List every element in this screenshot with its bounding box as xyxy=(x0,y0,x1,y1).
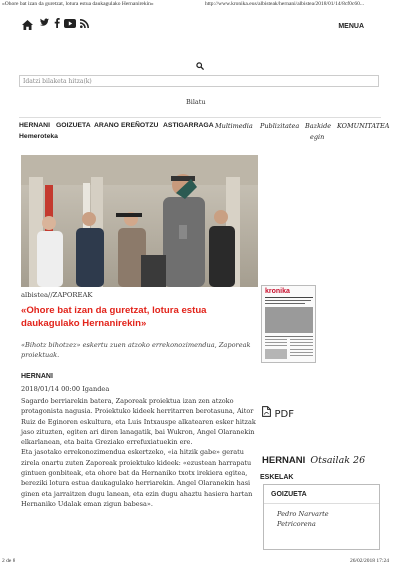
eskelak-box[interactable] xyxy=(263,484,380,550)
nav-item-goizueta[interactable]: GOIZUETA xyxy=(56,122,91,129)
article-date: 2018/01/14 00:00 Igandea xyxy=(21,385,110,393)
nav-item-arano[interactable]: ARANO xyxy=(94,122,119,129)
nav-item-astigarraga[interactable]: ASTIGARRAGA xyxy=(163,122,214,129)
newspaper-cover[interactable] xyxy=(261,285,316,363)
pdf-file-icon xyxy=(262,407,275,420)
eskelak-name-line: Pedro Narvarte xyxy=(277,510,329,518)
article-paragraph: Sagardo berriarekin batera, Zaporeak proiektua izan zen atzoko protagonista nagusia. Proiektuko kideek herritarren berotasuna, Aitor Ruiz de Eginoren eskultura, eta Luis Intxauspe alkatearen esker hitzak jaso zituzten, egiten ari diren lanagatik, bai Wukron, Angel Olaranekin elkarlanean, eta baita Greziako errefuxiatuekin ere. xyxy=(21,397,256,447)
search-icon[interactable] xyxy=(196,62,204,72)
issue-town: HERNANI xyxy=(262,455,306,466)
search-area xyxy=(19,60,381,88)
eskelak-location: GOIZUETA xyxy=(271,491,307,498)
facebook-icon[interactable] xyxy=(54,18,60,31)
article-photo xyxy=(21,155,258,287)
youtube-icon[interactable] xyxy=(64,19,76,31)
eskelak-divider xyxy=(264,503,379,504)
eskelak-name xyxy=(277,509,372,529)
nav-item-komunitatea[interactable]: KOMUNITATEA xyxy=(337,122,390,130)
issue-date xyxy=(262,448,365,467)
print-footer-page: 2 de 8 xyxy=(2,558,16,564)
article-title: «Ohore bat izan da guretzat, lotura estua daukagulako Hernanirekin» xyxy=(21,305,207,329)
nav-item-bazkide[interactable]: Bazkide xyxy=(305,122,332,130)
nav-item-hernani[interactable]: HERNANI xyxy=(19,122,50,129)
home-icon[interactable] xyxy=(22,20,33,33)
nav-item-multimedia[interactable]: Multimedia xyxy=(215,122,253,130)
print-footer-datetime: 26/02/2018 17:24 xyxy=(350,558,389,564)
nav-item-publizitatea[interactable]: Publizitatea xyxy=(260,122,300,130)
eskelak-heading: ESKELAK xyxy=(260,474,294,481)
article-place: HERNANI xyxy=(21,373,53,380)
cover-masthead: kronika xyxy=(265,288,290,295)
search-input[interactable]: Idatzi bilaketa hitza(k) xyxy=(19,75,379,87)
nav-item-hemeroteka[interactable]: Hemeroteka xyxy=(19,133,58,140)
print-header-title: «Ohore bat izan da guretzat, lotura estua daukagulako Hernanirekin» xyxy=(2,1,154,7)
article-body xyxy=(21,396,259,509)
divider xyxy=(19,117,381,118)
pdf-link[interactable] xyxy=(262,406,294,420)
search-button[interactable]: Bilatu xyxy=(186,98,206,106)
top-bar xyxy=(22,18,382,36)
print-header-url: http://www.kronika.eus/albisteak/hernani/albistea/2018/01/14/8cf0c60... xyxy=(205,1,364,7)
eskelak-name-line: Petricorena xyxy=(277,520,316,528)
article-section[interactable]: albistea//ZAPOREAK xyxy=(21,291,93,299)
article-subtitle: «Bihotz bihotzez» eskertu zuen atzoko errekonozimendua, Zaporeak proiektuak. xyxy=(21,341,251,359)
rss-icon[interactable] xyxy=(80,19,89,31)
nav-item-erenotzu[interactable]: EREÑOTZU xyxy=(121,122,159,129)
issue-month: Otsailak 26 xyxy=(310,455,366,466)
article-paragraph: Eta jasotako errekonozimendua eskertzeko, «ia hitzik gabe» geratu zirela onartu zuten Zaporeak proiektuko kideek: «ezustean harrapatu gintuen gonbiteak, eta ohore bat da Hernaniko txotx irekiera egitea, bereziki lotura estua daukagulako herriarekin. Angel Olaranekin hasi ginen eta jarraitzen dugu lanean, eta ezin dugu ahaztu hasiera hartan Hernaniko Udalak eman zigun babesa». xyxy=(21,448,253,508)
nav-item-egin[interactable]: egin xyxy=(310,133,325,141)
menu-button[interactable]: MENUA xyxy=(338,23,364,30)
twitter-icon[interactable] xyxy=(40,18,49,30)
pdf-label: PDF xyxy=(274,409,294,420)
